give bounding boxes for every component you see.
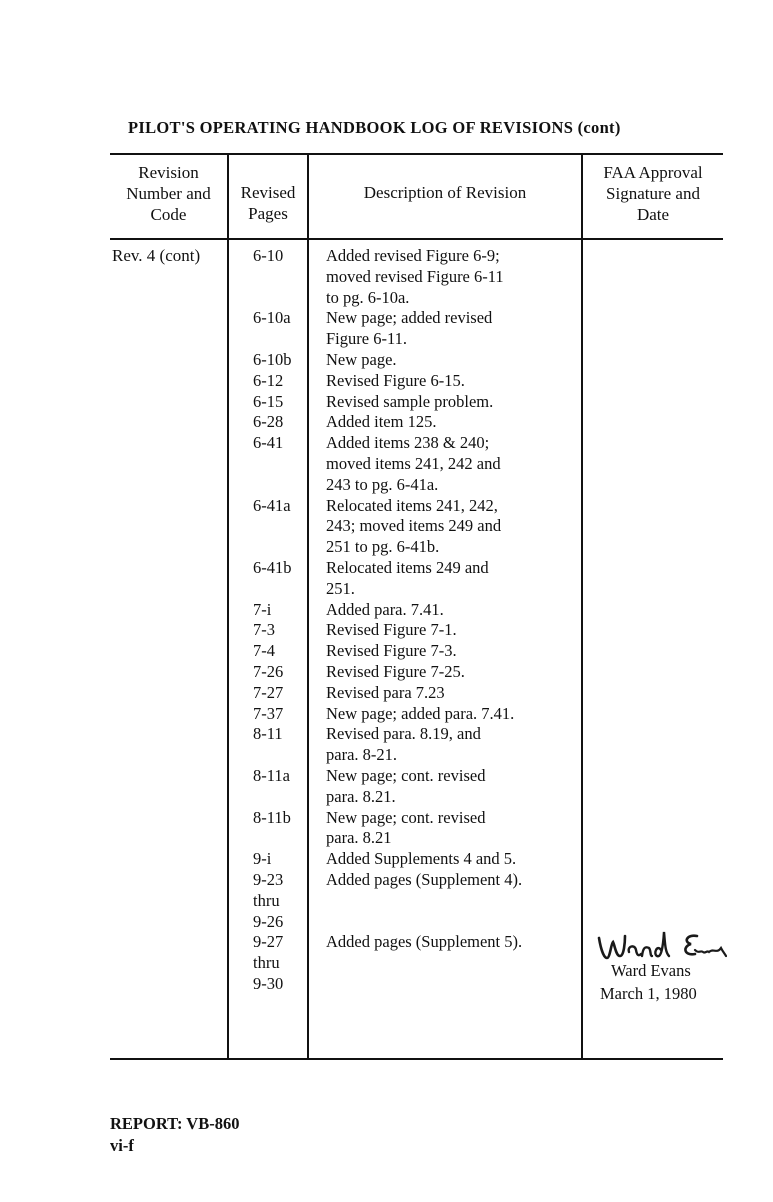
table-row [229,974,581,995]
revision-entries [229,246,581,995]
revised-page-cell: 9-30 [253,973,284,993]
header-faa-approval [583,162,723,225]
description-line: New page. [326,349,397,369]
header-revised-pages [229,182,307,224]
description-cell [307,412,581,433]
header-line: Number and [126,184,211,203]
description-line: para. 8.21. [326,786,396,806]
table-row [229,620,581,641]
description-line: Added revised Figure 6-9; [326,246,500,265]
revised-page-cell: 6-15 [253,391,284,411]
description-line: Figure 6-11. [326,329,407,349]
table-row [229,433,581,495]
table-row [229,849,581,870]
description-cell [307,912,581,933]
description-line: Revised Figure 7-1. [326,620,457,640]
column-divider-approval [581,153,583,1060]
header-revision-code [110,162,227,225]
description-line: New page; cont. revised [326,765,486,785]
revised-page-cell: 6-10a [253,308,291,328]
description-line: moved items 241, 242 and [326,453,501,473]
revised-page-cell: 9-23 [253,869,284,889]
description-cell [307,704,581,725]
description-line: Added para. 7.41. [326,599,444,619]
description-cell [307,350,581,371]
description-line: New page; cont. revised [326,807,486,827]
description-cell [307,308,581,350]
description-line: 243 to pg. 6-41a. [326,474,439,494]
table-row [229,496,581,558]
description-cell [307,953,581,974]
description-line [326,953,581,974]
header-line: Signature and [606,184,700,203]
revised-page-cell: 7-4 [253,641,275,661]
description-cell [307,683,581,704]
revised-page-cell: thru [253,890,280,910]
header-line: Pages [248,204,288,223]
description-line: Relocated items 241, 242, [326,495,498,515]
table-row [229,392,581,413]
approval-date: March 1, 1980 [600,984,697,1003]
description-line: New page; added revised [326,308,493,328]
description-line: Revised para. 8.19, and [326,724,481,744]
table-row [229,953,581,974]
description-cell [307,974,581,995]
description-cell [307,766,581,808]
table-row [229,683,581,704]
description-line: 251. [326,578,355,598]
table-row [229,371,581,392]
revised-page-cell: 7-37 [253,703,284,723]
table-row [229,558,581,600]
table-rule-top [110,153,723,155]
table-row [229,912,581,933]
description-line: New page; added para. 7.41. [326,703,515,723]
description-line: Added pages (Supplement 5). [326,932,523,952]
description-cell [307,620,581,641]
footer-page-number: vi-f [110,1136,134,1155]
header-line: FAA Approval [603,163,703,182]
description-line [326,974,581,995]
description-line: Revised para 7.23 [326,682,445,702]
description-cell [307,496,581,558]
table-row [229,724,581,766]
revised-page-cell: 9-27 [253,932,284,952]
table-row [229,704,581,725]
table-row [229,766,581,808]
table-row [229,891,581,912]
description-line: 243; moved items 249 and [326,516,502,536]
table-row [229,246,581,308]
description-line: Relocated items 249 and [326,557,489,577]
revised-page-cell: 8-11b [253,807,291,827]
revised-page-cell: 7-3 [253,620,275,640]
description-line: 251 to pg. 6-41b. [326,537,440,557]
revised-page-cell: 6-10b [253,349,292,369]
header-line: Revised [240,183,296,202]
revised-page-cell: 9-26 [253,911,284,931]
description-line: Added items 238 & 240; [326,433,490,453]
description-line: para. 8-21. [326,745,398,765]
description-cell [307,808,581,850]
revised-page-cell: thru [253,953,280,973]
description-cell [307,724,581,766]
description-cell [307,392,581,413]
table-rule-bottom [110,1058,723,1060]
description-cell [307,849,581,870]
description-cell [307,870,581,891]
revised-page-cell: 6-41b [253,557,292,577]
footer-report: REPORT: VB-860 [110,1114,240,1133]
revised-page-cell: 9-i [253,849,272,869]
revised-page-cell: 6-41 [253,433,284,453]
description-line: Revised Figure 6-15. [326,370,465,390]
header-line: Description of Revision [363,183,527,202]
header-description [309,182,581,203]
description-line: moved revised Figure 6-11 [326,266,504,286]
description-cell [307,600,581,621]
description-cell [307,246,581,308]
approver-name: Ward Evans [611,961,691,980]
table-row [229,870,581,891]
description-line: to pg. 6-10a. [326,287,410,307]
revision-code: Rev. 4 (cont) [112,246,201,265]
description-line: Added pages (Supplement 4). [326,869,523,889]
description-cell [307,891,581,912]
table-row [229,641,581,662]
description-line [326,891,581,912]
revised-page-cell: 6-28 [253,412,284,432]
revised-page-cell: 8-11a [253,765,290,785]
description-line: Revised Figure 7-25. [326,661,465,681]
header-line: Revision [138,163,199,182]
header-line: Code [150,205,187,224]
description-cell [307,662,581,683]
page-title: PILOT'S OPERATING HANDBOOK LOG OF REVISIONS (cont) [128,118,621,137]
table-row [229,662,581,683]
description-cell [307,433,581,495]
description-line: para. 8.21 [326,828,392,848]
revised-page-cell: 7-27 [253,682,284,702]
revised-page-cell: 7-26 [253,661,284,681]
description-cell [307,932,581,953]
table-row [229,808,581,850]
description-line: Revised Figure 7-3. [326,641,457,661]
header-line: Date [636,205,670,224]
description-line: Added Supplements 4 and 5. [326,849,517,869]
table-row [229,600,581,621]
revised-page-cell: 7-i [253,599,272,619]
description-cell [307,371,581,392]
revised-page-cell: 6-10 [253,246,284,265]
table-row [229,308,581,350]
table-rule-header [110,238,723,240]
table-row [229,932,581,953]
revised-page-cell: 6-41a [253,495,291,515]
description-cell [307,558,581,600]
revised-page-cell: 6-12 [253,370,284,390]
table-row [229,412,581,433]
table-row [229,350,581,371]
description-cell [307,641,581,662]
description-line [326,912,581,933]
description-line: Added item 125. [326,412,437,432]
description-line: Revised sample problem. [326,391,494,411]
revised-page-cell: 8-11 [253,724,283,744]
